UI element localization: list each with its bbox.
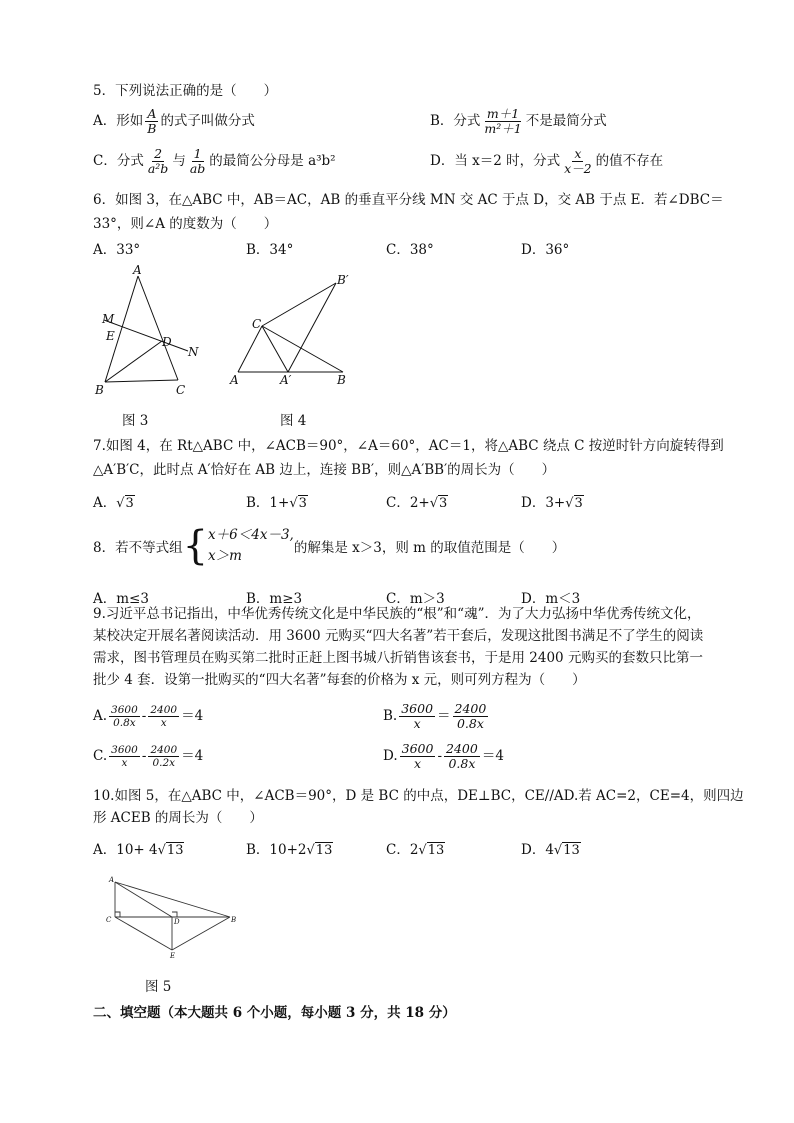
fig3-label-d: D [162,335,172,349]
fig5-label-c: C [106,916,112,924]
fig3-label-e: E [106,329,115,343]
q7-line2: △A′B′C，此时点 A′恰好在 AB 边上，连接 BB′，则△A′BB′的周长为（ ） [93,462,556,478]
q6-option-b: B．34° [246,242,294,258]
q9-option-c: C. $\frac{3600}{x}$ - $\frac{2400}{0.2x}$ ＝4 [93,744,204,769]
section-2-heading: 二、填空题（本大题共 6 个小题，每小题 3 分，共 18 分） [93,1005,456,1021]
q8-option-a: A．m≤3 [93,591,149,607]
figure-3 [90,262,210,402]
q10-option-a: A．10+ 4√13 [93,842,184,858]
fig3-label-m: M [102,312,115,326]
fig4-label-ap: A′ [280,373,292,387]
q6-line2: 33°，则∠A 的度数为（ ） [93,216,278,232]
q6-option-d: D．36° [521,242,570,258]
fig4-label-b: B [337,373,346,387]
fig3-label-b: B [95,383,104,397]
q8-stem: 8．若不等式组{ x＋6＜4x－3, x＞m 的解集是 x＞3，则 m 的取值范围是（ ） [93,523,566,569]
q10-option-b: B．10+2√13 [246,842,333,858]
fig5-label-a: A [109,876,115,884]
q8-option-c: C．m＞3 [386,591,445,607]
q5-option-c: C．分式 $\frac{2}{\text{a²b}}$ 与 $\frac{1}{ab}$ 的最简公分母是 a³b² [93,146,336,176]
q6-line1: 6．如图 3，在△ABC 中，AB＝AC，AB 的垂直平分线 MN 交 AC 于点 D，交 AB 于点 E．若∠DBC＝ [93,192,724,208]
fig5-label-d: D [174,918,180,926]
figure-4 [225,268,360,388]
fig4-label-c: C [252,317,262,331]
q9-option-a: A. $\frac{3600}{0.8x}$ - $\frac{2400}{x}$ ＝4 [93,704,204,729]
fig3-label-n: N [188,345,199,359]
fig3-label-a: A [133,263,142,277]
q10-line2: 形 ACEB 的周长为（ ） [93,810,263,826]
q5-option-b: B．分式 $\frac{m+1}{\text{m²＋1}}$ 不是最简分式 [430,106,607,136]
q7-option-b: B．1+√3 [246,495,307,511]
q9-text: 9.习近平总书记指出，中华优秀传统文化是中华民族的“根”和“魂”．为了大力弘扬中华优秀传统文化，某校决定开展名著阅读活动．用 3600 元购买“四大名著”若干套后，发现这批图书满足不了学生的阅读需求，图书管理员在购买第二批时正赶上图书城八折销售该套书，于是用 2400 元购买的套数只比第一批少 4 套．设第一批购买的“四大名著”每套的价格为 x 元，则可列方程为（ ） [93,606,704,688]
q10-line1: 10.如图 5，在△ABC 中，∠ACB＝90°，D 是 BC 的中点，DE⊥BC，CE//AD.若 AC=2，CE=4，则四边 [93,788,744,804]
q5-option-a: A．形如 $\frac{A}{B}$ 的式子叫做分式 [93,106,255,136]
q9-option-d: D. $\frac{3600}{x}$ - $\frac{2400}{0.8x}$ ＝4 [383,741,504,771]
q7-line1: 7.如图 4，在 Rt△ABC 中，∠ACB＝90°，∠A＝60°，AC＝1，将△ABC 绕点 C 按逆时针方向旋转得到 [93,438,724,454]
q8-option-b: B．m≥3 [246,591,303,607]
q6-option-c: C．38° [386,242,434,258]
fig4-caption: 图 4 [280,413,307,429]
fig5-label-e: E [170,952,176,960]
q10-option-d: D．4√13 [521,842,580,858]
figure-5 [100,872,245,964]
q7-option-c: C．2+√3 [386,495,448,511]
q7-option-a: A．√3 [93,495,134,511]
q5-option-d: D．当 x＝2 时，分式 $\frac{x}{x-2}$ 的值不存在 [430,146,664,176]
q8-option-d: D．m＜3 [521,591,581,607]
fig4-label-bp: B′ [337,273,349,287]
q6-option-a: A．33° [93,242,141,258]
fig4-label-a: A [230,373,239,387]
fig3-label-c: C [176,383,186,397]
q10-option-c: C．2√13 [386,842,445,858]
q9-option-b: B. $\frac{3600}{x}$ ＝ $\frac{2400}{0.8x}$ [383,701,487,731]
q5-stem: 5．下列说法正确的是（ ） [93,83,278,99]
q7-option-d: D．3+√3 [521,495,583,511]
fig5-label-b: B [231,916,237,924]
fig3-caption: 图 3 [122,413,149,429]
fig5-caption: 图 5 [145,979,172,995]
